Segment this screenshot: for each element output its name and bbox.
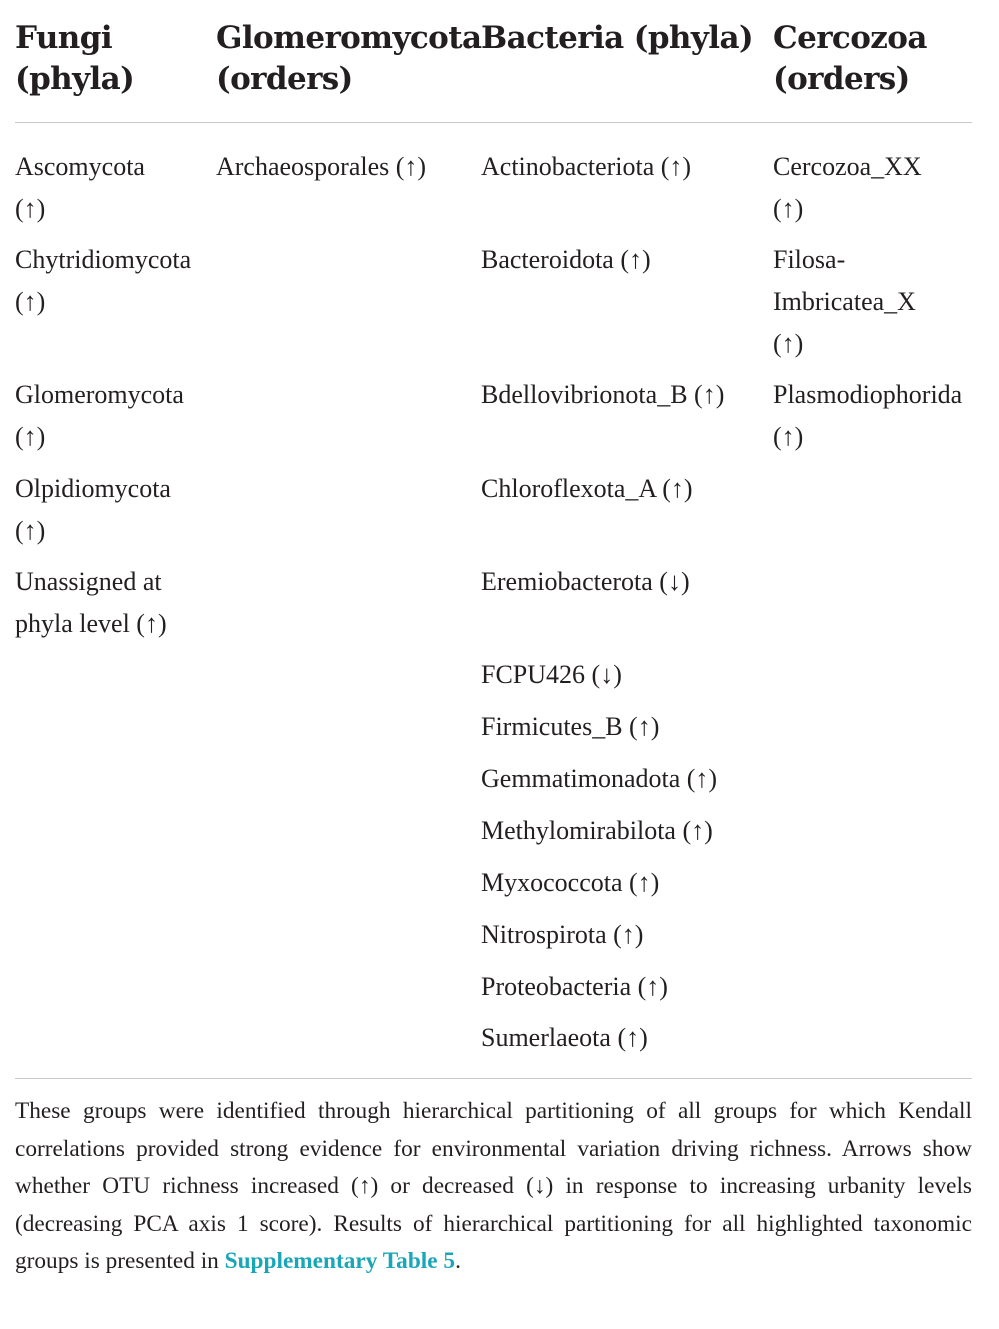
bacteria-cell: Firmicutes_B (↑): [481, 712, 660, 741]
bacteria-cell: Nitrospirota (↑): [481, 920, 644, 949]
footer-divider: [15, 1078, 972, 1079]
header-glomeromycota: Glomeromycota (orders): [216, 20, 482, 97]
bacteria-cell: Bdellovibrionota_B (↑): [481, 380, 725, 409]
cercozoa-cell: Cercozoa_XX (↑): [773, 152, 922, 223]
supplementary-table-link[interactable]: Supplementary Table 5: [224, 1248, 456, 1274]
header-bacteria: Bacteria (phyla): [481, 20, 754, 56]
bacteria-cell: Chloroflexota_A (↑): [481, 474, 693, 503]
header-divider: [15, 122, 972, 123]
bacteria-cell: Methylomirabilota (↑): [481, 816, 713, 845]
header-cercozoa: Cercozoa (orders): [773, 20, 927, 97]
table-header: [0, 18, 999, 108]
bacteria-cell: Gemmatimonadota (↑): [481, 764, 718, 793]
fungi-cell: Chytridiomycota (↑): [15, 245, 192, 316]
fungi-cell: Olpidiomycota (↑): [15, 474, 171, 545]
fungi-cell: Unassigned at phyla level (↑): [15, 567, 167, 638]
bacteria-cell: Myxococcota (↑): [481, 868, 660, 897]
cercozoa-cell: Plasmodiophorida (↑): [773, 380, 963, 451]
glomeromycota-cell: Archaeosporales (↑): [216, 152, 427, 181]
bacteria-cell: Proteobacteria (↑): [481, 972, 668, 1001]
bacteria-cell: FCPU426 (↓): [481, 660, 622, 689]
bacteria-cell: Bacteroidota (↑): [481, 245, 651, 274]
fungi-cell: Glomeromycota (↑): [15, 380, 184, 451]
footnote-end: .: [455, 1248, 461, 1274]
bacteria-cell: Actinobacteriota (↑): [481, 152, 692, 181]
table-footnote: [15, 1093, 972, 1281]
fungi-cell: Ascomycota (↑): [15, 152, 145, 223]
cercozoa-cell: Filosa- Imbricatea_X (↑): [773, 245, 916, 358]
footnote-text: These groups were identified through hierarchical partitioning of all groups for which Kendall correlations provided strong evidence for environmental variation driving richness. Arrows show whether OTU richness increased (↑) or decreased (↓) in response to increasing urbanity levels (decreasing PCA axis 1 score). Results of hierarchical partitioning for all highlighted taxonomic groups is presented in: [15, 1098, 972, 1274]
header-fungi: Fungi (phyla): [15, 20, 135, 97]
bacteria-cell: Sumerlaeota (↑): [481, 1023, 648, 1052]
bacteria-cell: Eremiobacterota (↓): [481, 567, 690, 596]
